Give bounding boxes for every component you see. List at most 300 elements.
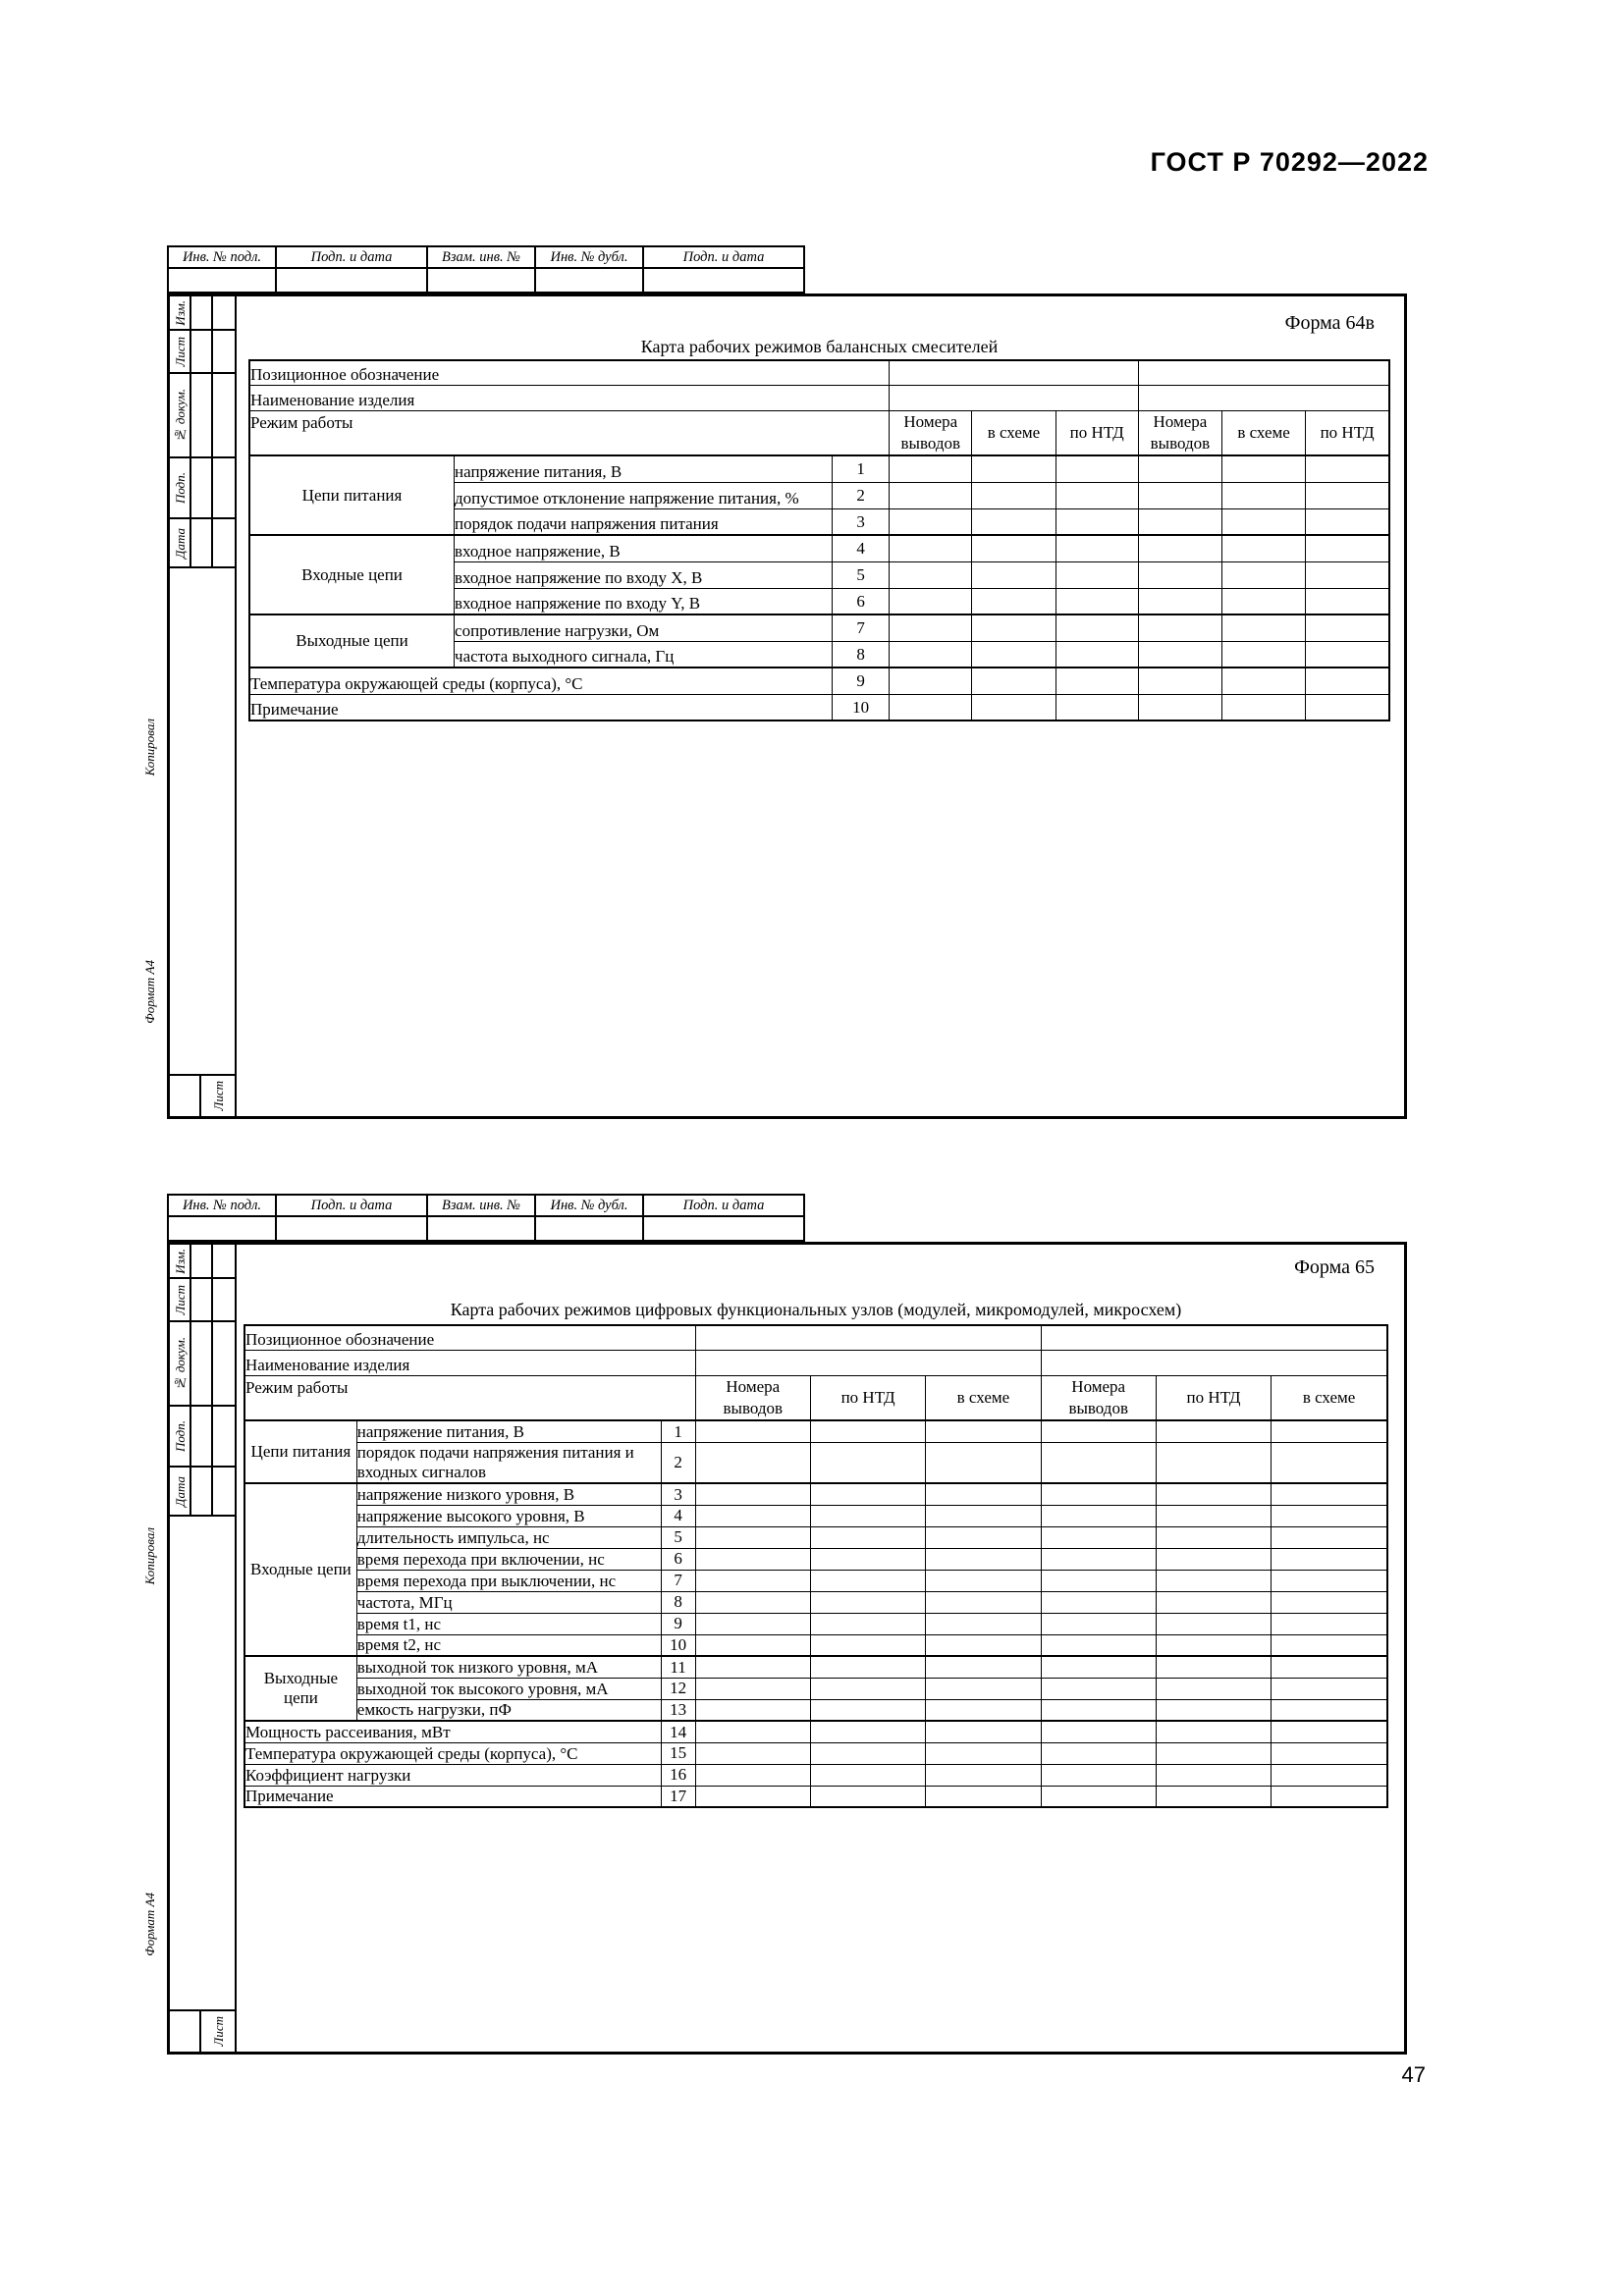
group-cell: Выходные цепи: [244, 1656, 356, 1721]
format-a4-label: Формат А4: [142, 1893, 157, 1956]
page-number: 47: [1401, 2062, 1426, 2087]
data-cell: [926, 1505, 1041, 1526]
data-cell: [926, 1548, 1041, 1570]
stamp-empty-cell: [428, 269, 536, 292]
data-cell: [1138, 508, 1221, 535]
row-number-cell: 3: [661, 1483, 695, 1505]
table-row: [249, 455, 1389, 482]
data-cell: [1056, 482, 1138, 508]
table-row: [244, 1570, 1387, 1591]
data-cell: [1222, 535, 1306, 561]
data-cell: [1041, 1325, 1387, 1351]
table-row: [244, 1325, 1387, 1351]
data-cell: [1156, 1526, 1271, 1548]
revision-sidebar: [170, 1245, 237, 2052]
column-header: в схеме: [1272, 1376, 1387, 1421]
stamp-cell-label: Инв. № подл.: [182, 1197, 262, 1213]
data-cell: [1156, 1505, 1271, 1526]
data-cell: [1272, 1764, 1387, 1786]
data-cell: [1272, 1570, 1387, 1591]
data-cell: [972, 535, 1056, 561]
row-number-cell: 12: [661, 1678, 695, 1699]
table-row: [249, 694, 1389, 721]
margin-note-kopiroval: [143, 1527, 156, 1589]
data-cell: [1156, 1483, 1271, 1505]
data-cell: [890, 508, 972, 535]
data-cell: [1222, 667, 1306, 694]
stamp-cell-label: Подп. и дата: [682, 248, 765, 265]
data-cell: [1138, 614, 1221, 641]
table-row: [249, 360, 1389, 386]
data-cell: [972, 455, 1056, 482]
sheet-label: Лист: [210, 2016, 226, 2047]
data-cell: [695, 1351, 1041, 1376]
data-cell: [1041, 1656, 1156, 1678]
data-cell: [1156, 1591, 1271, 1613]
data-cell: [1306, 561, 1389, 588]
table-row: [249, 535, 1389, 561]
row-number-cell: 7: [833, 614, 890, 641]
data-cell: [1222, 482, 1306, 508]
data-cell: [1222, 614, 1306, 641]
param-cell: частота, МГц: [356, 1591, 661, 1613]
margin-note-format: [143, 1893, 156, 1961]
row-number-cell: 14: [661, 1721, 695, 1742]
data-cell: [1222, 508, 1306, 535]
full-row-label-cell: Мощность рассеивания, мВт: [244, 1721, 661, 1742]
data-cell: [890, 667, 972, 694]
sidebar-label-list: Лист: [172, 1284, 188, 1315]
standard-number: ГОСТ Р 70292—2022: [1150, 147, 1429, 177]
param-cell: емкость нагрузки, пФ: [356, 1699, 661, 1721]
param-cell: напряжение низкого уровня, В: [356, 1483, 661, 1505]
data-cell: [1041, 1570, 1156, 1591]
data-cell: [810, 1548, 925, 1570]
data-cell: [1222, 455, 1306, 482]
mode-label-cell: Режим работы: [249, 411, 890, 456]
sidebar-label-data: Дата: [172, 1475, 188, 1507]
row-number-cell: 15: [661, 1742, 695, 1764]
data-cell: [1306, 535, 1389, 561]
data-cell: [1156, 1656, 1271, 1678]
data-cell: [890, 360, 1139, 386]
data-cell: [890, 641, 972, 667]
table-row: [244, 1591, 1387, 1613]
product-label-cell: Наименование изделия: [244, 1351, 695, 1376]
data-cell: [1056, 535, 1138, 561]
param-cell: выходной ток высокого уровня, мА: [356, 1678, 661, 1699]
form-title: Карта рабочих режимов балансных смесителей: [640, 337, 999, 356]
sheet-box: [170, 2009, 235, 2052]
param-cell: порядок подачи напряжения питания и входных сигналов: [356, 1442, 661, 1483]
table-row: [244, 1351, 1387, 1376]
data-cell: [1041, 1526, 1156, 1548]
stamp-cell-label: Взам. инв. №: [442, 1197, 520, 1213]
group-cell: Входные цепи: [244, 1483, 356, 1656]
sidebar-label-dokum: № докум.: [172, 1336, 188, 1391]
full-row-label-cell: Температура окружающей среды (корпуса), °С: [249, 667, 833, 694]
form-number-label: Форма 65: [1294, 1256, 1375, 1278]
data-cell: [972, 588, 1056, 614]
data-cell: [695, 1548, 810, 1570]
sidebar-label-podp: Подп.: [172, 471, 188, 505]
param-cell: входное напряжение по входу X, В: [455, 561, 833, 588]
data-cell: [810, 1742, 925, 1764]
data-cell: [926, 1742, 1041, 1764]
table-row: [244, 1483, 1387, 1505]
data-cell: [1041, 1591, 1156, 1613]
data-cell: [890, 694, 972, 721]
data-cell: [810, 1786, 925, 1807]
data-cell: [810, 1764, 925, 1786]
data-cell: [1156, 1420, 1271, 1442]
data-cell: [926, 1678, 1041, 1699]
table-row: [244, 1548, 1387, 1570]
table-row: [244, 1634, 1387, 1656]
data-cell: [1306, 694, 1389, 721]
data-cell: [1041, 1634, 1156, 1656]
data-cell: [926, 1656, 1041, 1678]
data-cell: [890, 588, 972, 614]
data-cell: [1138, 386, 1389, 411]
stamp-empty-cell: [428, 1217, 536, 1240]
column-header: по НТД: [1056, 411, 1138, 456]
data-cell: [1056, 641, 1138, 667]
data-cell: [695, 1634, 810, 1656]
data-cell: [1306, 641, 1389, 667]
column-header: Номера выводов: [695, 1376, 810, 1421]
param-cell: время t2, нс: [356, 1634, 661, 1656]
data-cell: [1056, 694, 1138, 721]
stamp-cell: [644, 247, 803, 267]
data-cell: [810, 1699, 925, 1721]
data-cell: [1056, 667, 1138, 694]
data-cell: [810, 1442, 925, 1483]
data-cell: [1138, 561, 1221, 588]
param-cell: время t1, нс: [356, 1613, 661, 1634]
data-cell: [1272, 1548, 1387, 1570]
data-cell: [1041, 1505, 1156, 1526]
stamp-cell-label: Взам. инв. №: [442, 248, 520, 265]
column-header: в схеме: [972, 411, 1056, 456]
data-cell: [1272, 1634, 1387, 1656]
data-cell: [695, 1505, 810, 1526]
data-cell: [1156, 1764, 1271, 1786]
param-cell: напряжение питания, В: [455, 455, 833, 482]
column-header: Номера выводов: [1138, 411, 1221, 456]
row-number-cell: 17: [661, 1786, 695, 1807]
row-number-cell: 8: [833, 641, 890, 667]
data-cell: [1222, 694, 1306, 721]
row-number-cell: 1: [833, 455, 890, 482]
data-cell: [1272, 1442, 1387, 1483]
row-number-cell: 2: [833, 482, 890, 508]
data-cell: [926, 1634, 1041, 1656]
data-cell: [926, 1442, 1041, 1483]
group-cell: Выходные цепи: [249, 614, 455, 667]
data-cell: [1138, 535, 1221, 561]
data-cell: [1156, 1721, 1271, 1742]
data-cell: [1138, 360, 1389, 386]
format-a4-label: Формат А4: [142, 960, 157, 1024]
sidebar-label-dokum: № докум.: [172, 388, 188, 443]
revision-sidebar: [170, 296, 237, 1116]
stamp-strip: [167, 245, 805, 294]
data-cell: [1041, 1351, 1387, 1376]
data-cell: [1041, 1764, 1156, 1786]
kopiroval-label: Копировал: [142, 1527, 157, 1585]
data-cell: [810, 1721, 925, 1742]
drawing-frame: [167, 1242, 1407, 2055]
data-cell: [890, 561, 972, 588]
data-cell: [1272, 1613, 1387, 1634]
data-cell: [1272, 1678, 1387, 1699]
form-65: [167, 1194, 1407, 2055]
form-title: Карта рабочих режимов цифровых функциональных узлов (модулей, микромодулей, микросхем): [450, 1300, 1182, 1319]
data-cell: [695, 1656, 810, 1678]
stamp-empty-cell: [536, 269, 644, 292]
data-cell: [810, 1570, 925, 1591]
stamp-empty-cell: [277, 1217, 428, 1240]
data-cell: [695, 1786, 810, 1807]
stamp-empty-cell: [536, 1217, 644, 1240]
param-cell: время перехода при выключении, нс: [356, 1570, 661, 1591]
param-cell: входное напряжение по входу Y, В: [455, 588, 833, 614]
table-row: [249, 386, 1389, 411]
param-cell: частота выходного сигнала, Гц: [455, 641, 833, 667]
row-number-cell: 7: [661, 1570, 695, 1591]
stamp-cell: [169, 247, 277, 267]
data-cell: [810, 1505, 925, 1526]
data-cell: [1156, 1699, 1271, 1721]
data-cell: [926, 1526, 1041, 1548]
form-number-label: Форма 64в: [1284, 312, 1375, 334]
param-cell: входное напряжение, В: [455, 535, 833, 561]
table-row: [244, 1699, 1387, 1721]
data-cell: [1056, 614, 1138, 641]
data-cell: [1041, 1442, 1156, 1483]
column-header: Номера выводов: [1041, 1376, 1156, 1421]
table-row: [249, 614, 1389, 641]
mode-card-table: [248, 359, 1390, 722]
table-header-row: [249, 411, 1389, 456]
param-cell: допустимое отклонение напряжение питания, %: [455, 482, 833, 508]
full-row-label-cell: Примечание: [244, 1786, 661, 1807]
param-cell: выходной ток низкого уровня, мА: [356, 1656, 661, 1678]
data-cell: [1222, 561, 1306, 588]
data-cell: [810, 1678, 925, 1699]
row-number-cell: 13: [661, 1699, 695, 1721]
data-cell: [1041, 1420, 1156, 1442]
stamp-strip: [167, 1194, 805, 1242]
table-row: [244, 1420, 1387, 1442]
row-number-cell: 5: [661, 1526, 695, 1548]
data-cell: [926, 1420, 1041, 1442]
data-cell: [810, 1483, 925, 1505]
data-cell: [972, 641, 1056, 667]
data-cell: [1156, 1570, 1271, 1591]
column-header: в схеме: [926, 1376, 1041, 1421]
data-cell: [1156, 1634, 1271, 1656]
data-cell: [890, 455, 972, 482]
data-cell: [890, 535, 972, 561]
stamp-cell: [644, 1196, 803, 1215]
data-cell: [1156, 1786, 1271, 1807]
row-number-cell: 1: [661, 1420, 695, 1442]
mode-label-cell: Режим работы: [244, 1376, 695, 1421]
data-cell: [695, 1699, 810, 1721]
row-number-cell: 4: [661, 1505, 695, 1526]
row-number-cell: 16: [661, 1764, 695, 1786]
sidebar-label-list: Лист: [172, 336, 188, 367]
data-cell: [1156, 1678, 1271, 1699]
data-cell: [972, 561, 1056, 588]
data-cell: [695, 1678, 810, 1699]
data-cell: [1306, 455, 1389, 482]
row-number-cell: 10: [661, 1634, 695, 1656]
row-number-cell: 6: [661, 1548, 695, 1570]
data-cell: [1156, 1742, 1271, 1764]
row-number-cell: 4: [833, 535, 890, 561]
data-cell: [1138, 694, 1221, 721]
param-cell: время перехода при включении, нс: [356, 1548, 661, 1570]
column-header: по НТД: [810, 1376, 925, 1421]
data-cell: [695, 1613, 810, 1634]
data-cell: [1156, 1548, 1271, 1570]
data-cell: [810, 1420, 925, 1442]
sidebar-label-izm: Изм.: [172, 1248, 188, 1274]
data-cell: [1306, 508, 1389, 535]
param-cell: сопротивление нагрузки, Ом: [455, 614, 833, 641]
data-cell: [695, 1325, 1041, 1351]
data-cell: [1306, 614, 1389, 641]
data-cell: [1272, 1656, 1387, 1678]
form-64v: [167, 245, 1407, 1119]
product-label-cell: Наименование изделия: [249, 386, 890, 411]
sidebar-label-data: Дата: [172, 527, 188, 559]
group-cell: Цепи питания: [249, 455, 455, 535]
margin-note-format: [143, 960, 156, 1029]
data-cell: [1306, 588, 1389, 614]
data-cell: [1272, 1591, 1387, 1613]
position-label-cell: Позиционное обозначение: [249, 360, 890, 386]
full-row-label-cell: Коэффициент нагрузки: [244, 1764, 661, 1786]
row-number-cell: 6: [833, 588, 890, 614]
data-cell: [926, 1699, 1041, 1721]
data-cell: [1041, 1699, 1156, 1721]
row-number-cell: 9: [833, 667, 890, 694]
table-row: [244, 1742, 1387, 1764]
sheet-label: Лист: [210, 1081, 226, 1111]
sidebar-label-izm: Изм.: [172, 299, 188, 326]
group-cell: Цепи питания: [244, 1420, 356, 1483]
stamp-empty-cell: [169, 269, 277, 292]
sheet-box: [170, 1074, 235, 1116]
row-number-cell: 5: [833, 561, 890, 588]
stamp-cell-label: Подп. и дата: [310, 248, 393, 265]
data-cell: [810, 1591, 925, 1613]
data-cell: [1272, 1742, 1387, 1764]
row-number-cell: 10: [833, 694, 890, 721]
data-cell: [1306, 667, 1389, 694]
stamp-cell: [428, 247, 536, 267]
data-cell: [926, 1591, 1041, 1613]
sidebar-label-podp: Подп.: [172, 1419, 188, 1453]
stamp-cell: [428, 1196, 536, 1215]
position-label-cell: Позиционное обозначение: [244, 1325, 695, 1351]
stamp-empty-cell: [644, 269, 803, 292]
full-row-label-cell: Температура окружающей среды (корпуса), °С: [244, 1742, 661, 1764]
column-header: по НТД: [1156, 1376, 1271, 1421]
stamp-cell: [169, 1196, 277, 1215]
data-cell: [1272, 1699, 1387, 1721]
data-cell: [1272, 1721, 1387, 1742]
data-cell: [972, 694, 1056, 721]
table-row: [244, 1721, 1387, 1742]
data-cell: [1138, 641, 1221, 667]
stamp-cell: [277, 247, 428, 267]
table-row: [244, 1505, 1387, 1526]
table-row: [244, 1786, 1387, 1807]
data-cell: [810, 1656, 925, 1678]
data-cell: [926, 1483, 1041, 1505]
data-cell: [695, 1721, 810, 1742]
data-cell: [695, 1591, 810, 1613]
data-cell: [890, 614, 972, 641]
data-cell: [1138, 482, 1221, 508]
param-cell: напряжение высокого уровня, В: [356, 1505, 661, 1526]
full-row-label-cell: Примечание: [249, 694, 833, 721]
data-cell: [1138, 455, 1221, 482]
data-cell: [926, 1613, 1041, 1634]
data-cell: [810, 1613, 925, 1634]
data-cell: [1041, 1786, 1156, 1807]
table-row: [244, 1656, 1387, 1678]
param-cell: порядок подачи напряжения питания: [455, 508, 833, 535]
data-cell: [926, 1786, 1041, 1807]
data-cell: [1056, 508, 1138, 535]
stamp-empty-cell: [169, 1217, 277, 1240]
data-cell: [926, 1764, 1041, 1786]
stamp-cell: [536, 1196, 644, 1215]
data-cell: [1041, 1721, 1156, 1742]
stamp-cell-label: Инв. № подл.: [182, 248, 262, 265]
data-cell: [1041, 1678, 1156, 1699]
row-number-cell: 8: [661, 1591, 695, 1613]
data-cell: [810, 1526, 925, 1548]
data-cell: [1222, 641, 1306, 667]
data-cell: [695, 1442, 810, 1483]
data-cell: [695, 1570, 810, 1591]
data-cell: [972, 508, 1056, 535]
data-cell: [695, 1483, 810, 1505]
data-cell: [1156, 1442, 1271, 1483]
data-cell: [695, 1420, 810, 1442]
data-cell: [810, 1634, 925, 1656]
data-cell: [1041, 1548, 1156, 1570]
mode-card-table: [244, 1324, 1388, 1809]
data-cell: [1138, 588, 1221, 614]
data-cell: [1306, 482, 1389, 508]
data-cell: [1041, 1483, 1156, 1505]
table-row: [244, 1613, 1387, 1634]
table-row: [244, 1526, 1387, 1548]
data-cell: [972, 482, 1056, 508]
row-number-cell: 2: [661, 1442, 695, 1483]
data-cell: [890, 482, 972, 508]
stamp-cell: [536, 247, 644, 267]
table-row: [244, 1764, 1387, 1786]
